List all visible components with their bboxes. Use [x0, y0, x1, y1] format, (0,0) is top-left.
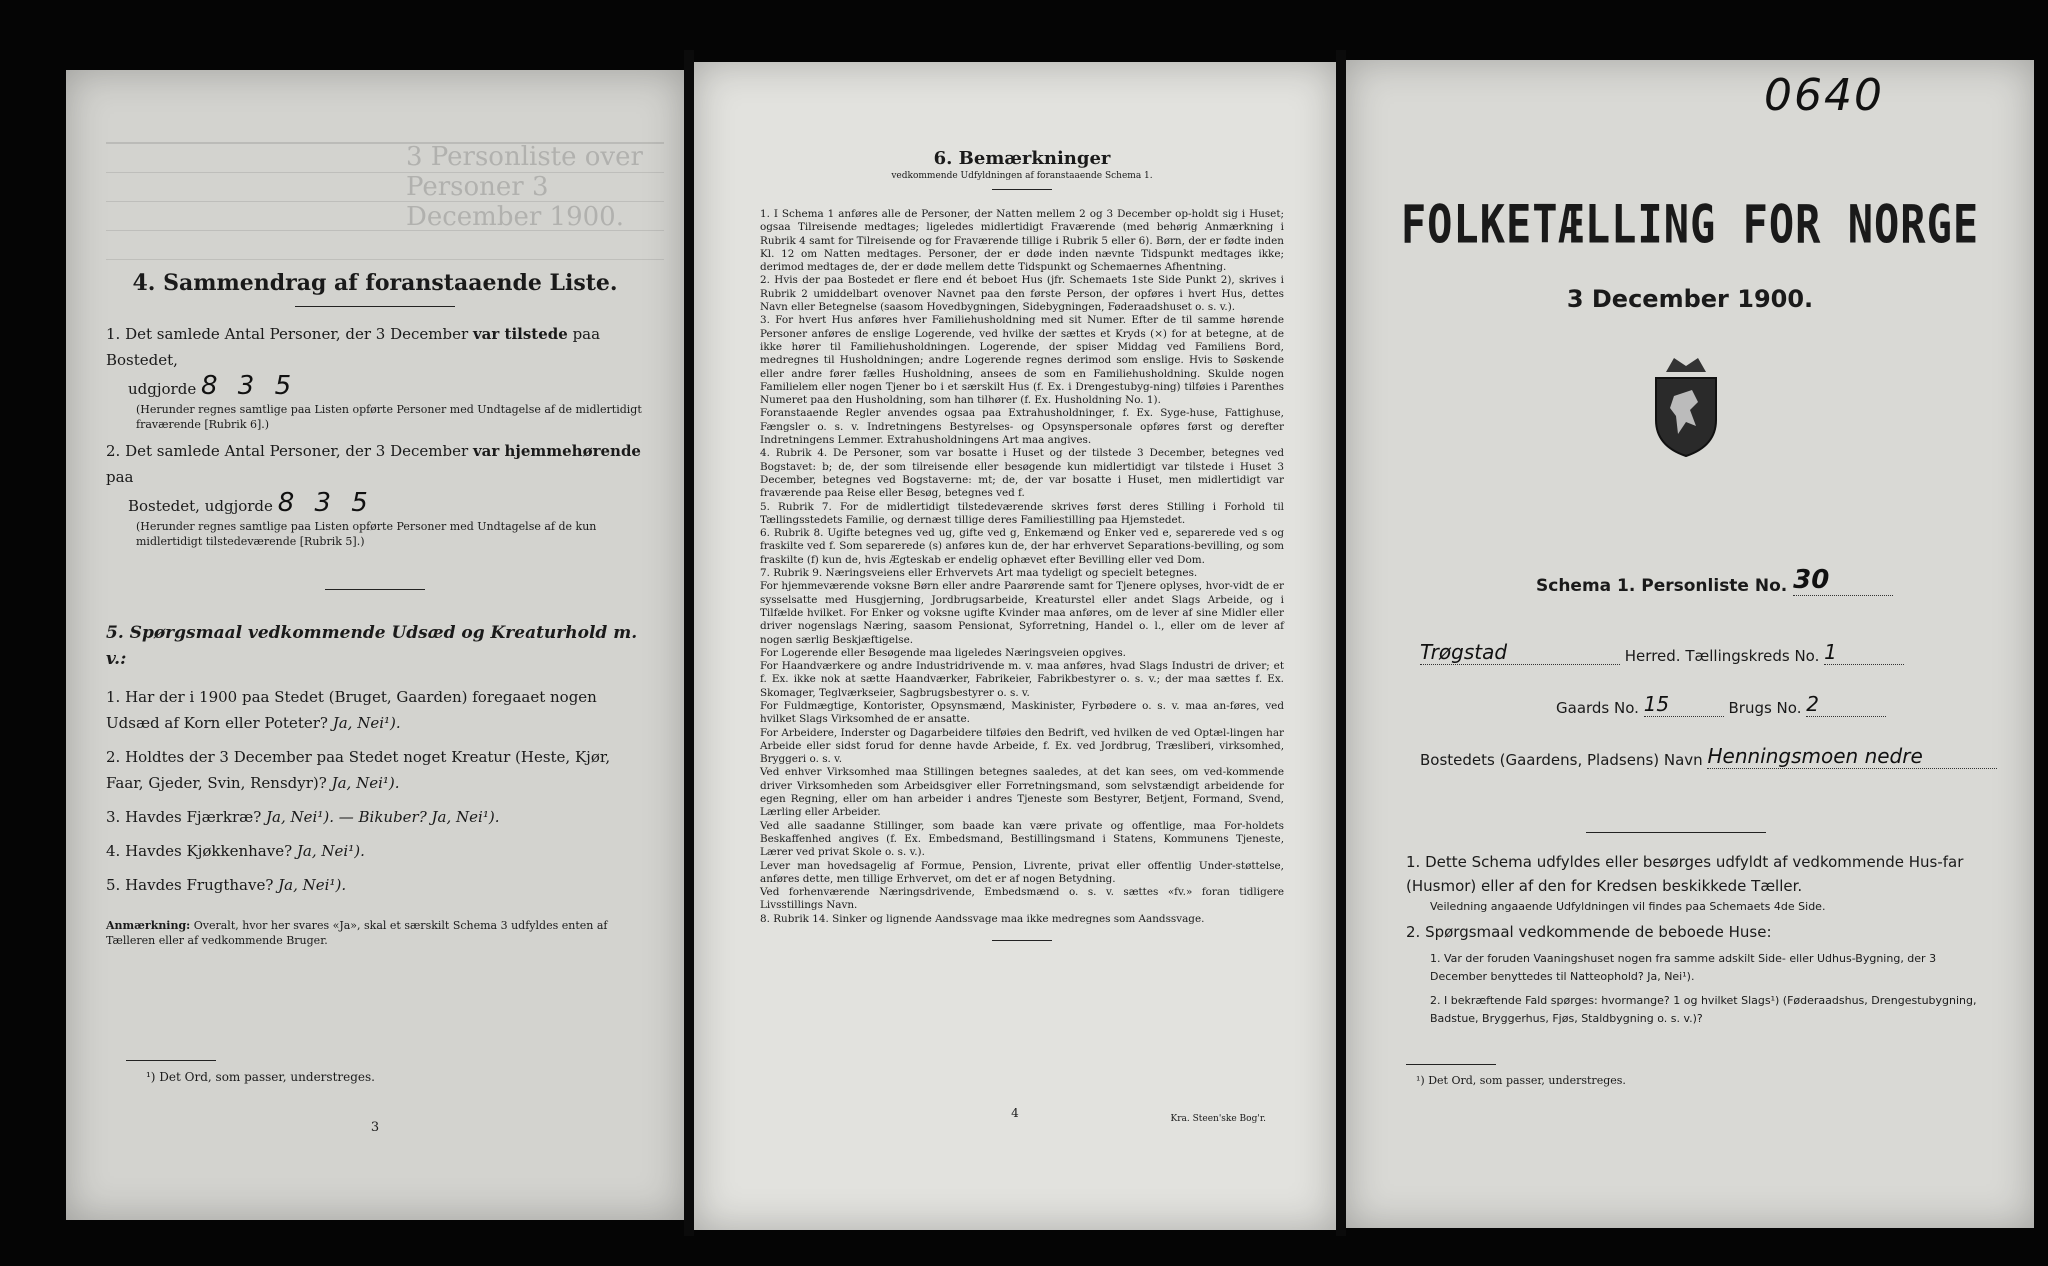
herred-line: Trøgstad Herred. Tællingskreds No. 1 [1420, 640, 1904, 665]
archive-stamp: 0640 [1764, 70, 1884, 121]
item1-text: 1. Det samlede Antal Personer, der 3 December var tilstede paa Bostedet, [106, 325, 601, 369]
remark-paragraph: Lever man hovedsagelig af Formue, Pension, Livrente, privat eller offentlig Under-støttelse, anføres dette, men tillige Erhvervet, om det er af nogen Betydning. [760, 859, 1284, 885]
ornament-rule [1586, 832, 1766, 833]
remark-paragraph: 2. Hvis der paa Bostedet er flere end ét beboet Hus (jfr. Schemaets 1ste Side Punkt 2), skrives i Rubrik 2 umiddelbart ovenover Navnet paa den første Person, der opføres i hvert Hus, dettes Navn eller Betegnelse (saasom Hovedbygningen, Sidebygningen, Føderaadshuset o. s. v.). [760, 274, 1284, 314]
item2-value: 8 3 5 [277, 488, 374, 518]
gaard-line: Gaards No. 15 Brugs No. 2 [1556, 692, 1886, 717]
left-page [66, 70, 684, 1220]
remarks-subtitle: vedkommende Udfyldningen af foranstaaende Schema 1. [891, 171, 1153, 181]
ghost-title: 3 Personliste over Personer 3 December 1900. [406, 142, 643, 232]
instruction-1: 1. Dette Schema udfyldes eller besørges udfyldt af vedkommende Hus-far (Husmor) eller af den for Kredsen beskikkede Tæller. [1406, 853, 1964, 895]
bosted-line: Bostedets (Gaardens, Pladsens) Navn Henningsmoen nedre [1420, 744, 1997, 769]
footnote-rule [126, 1060, 216, 1061]
brugs-value: 2 [1806, 692, 1886, 717]
footnote: ¹) Det Ord, som passer, understreges. [146, 1070, 375, 1084]
section-separator [325, 589, 425, 590]
gaards-value: 15 [1644, 692, 1724, 717]
remark-paragraph: 6. Rubrik 8. Ugifte betegnes ved ug, gifte ved g, Enkemænd og Enker ved e, separerede ved s og fraskilte ved f. Som separerede (s) anføres kun de, der har erhvervet Separations-bevilling, og som fraskilte (f) kun de, hvis Ægteskab er endelig ophævet efter Bevilling eller ved Dom. [760, 527, 1284, 566]
q1: 1. Har der i 1900 paa Stedet (Bruget, Gaarden) foregaaet nogen Udsæd af Korn eller Poteter? Ja, Nei¹). [106, 688, 597, 732]
title-rule [295, 306, 455, 307]
item1-value: 8 3 5 [200, 371, 298, 401]
remark-paragraph: For Arbeidere, Inderster og Dagarbeidere tilføies den Bedrift, ved hvilken de ved Optæl-lingen har Arbeide eller sidst forud for denne havde Arbeide, f. Ex. ved Jordbrug, Træsliberi, virksomhed, Bryggeri o. s. v. [760, 726, 1284, 766]
remark-paragraph: Foranstaaende Regler anvendes ogsaa paa Extrahusholdninger, f. Ex. Syge-huse, Fattighuse, Fængsler o. s. v. Indretningens Bestyrelses- og Opsynspersonale opføres først og derefter Indretningens Lemmer. Extrahusholdningens Art maa angives. [760, 407, 1284, 447]
footnote: ¹) Det Ord, som passer, understreges. [1416, 1074, 1626, 1087]
remarks-body [760, 208, 1284, 926]
schema-number: 30 [1793, 565, 1893, 596]
item1-note: (Herunder regnes samtlige paa Listen opførte Personer med Undtagelse af de midlertidigt fraværende [Rubrik 6].) [136, 403, 642, 431]
remark-paragraph: Ved forhenværende Næringsdrivende, Embedsmænd o. s. v. sættes «fv.» foran tidligere Livsstillings Navn. [760, 886, 1284, 912]
footnote-rule [1406, 1064, 1496, 1065]
remark-paragraph: 4. Rubrik 4. De Personer, som var bosatte i Huset og der tilstede 3 December, betegnes ved Bogstavet: b; de, der som tilreisende eller besøgende kun midlertidigt var tilstede i Huset 3 December, betegnes ved Bogstaverne: mt; de, der var bosatte i Huset, men midlertidigt var fraværende paa Reise eller Besøg, betegnes ved f. [760, 447, 1284, 500]
instruction-1-note: Veiledning angaaende Udfyldningen vil findes paa Schemaets 4de Side. [1430, 900, 1826, 913]
remark-paragraph: Ved enhver Virksomhed maa Stillingen betegnes saaledes, at det kan sees, om ved-kommende driver Virksomheden som Arbeidsgiver eller Forretningsmand, som selvstændigt arbeidende for egen Regning, eller om han arbeider i andres Tjeneste som Bestyrer, Betjent, Formand, Svend, Lærling eller Arbeider. [760, 766, 1284, 819]
printer-mark: Kra. Steen'ske Bog'r. [1170, 1114, 1266, 1124]
item1-line: udgjorde 8 3 5 [128, 371, 298, 401]
remark-paragraph: 3. For hvert Hus anføres hver Familiehusholdning med sit Numer. Efter de til samme hørende Personer anføres de enslige Logerende, ved hvilke der sættes et Kryds (×) for at betegne, at de ikke hører til Familiehusholdningen. Logerende, der spiser Middag ved Familiens Bord, medregnes til Husholdningen; andre Logerende regnes derimod som enslige. Hvis to Søskende eller andre fører fælles Husholdning, ansees de som en Familiehusholdning. Skulde nogen Familielem eller nogen Tjener bo i et særskilt Hus (f. Ex. i Drengestubyg-ning) tilføies i Parenthes Numeret paa den Husholdning, som han tilhører (f. Ex. Husholdning No. 1). [760, 314, 1284, 407]
remark-paragraph: Ved alle saadanne Stillinger, som baade kan være private og offentlige, maa For-holdets Beskaffenhed angives (f. Ex. Embedsmand, Bestillingsmand i Statens, Kommunens Tjeneste, Lærer ved privat Skole o. s. v.). [760, 819, 1284, 859]
q3: 3. Havdes Fjærkræ? Ja, Nei¹). — Bikuber? Ja, Nei¹). [106, 808, 500, 826]
remark-paragraph: 1. I Schema 1 anføres alle de Personer, der Natten mellem 2 og 3 December op-holdt sig i Huset; ogsaa Tilreisende medtages; ligeledes midlertidigt Fraværende (med behørig Anmærkning i Rubrik 4 samt for Tilreisende og for Fraværende tillige i Rubrik 5 eller 6). Børn, der er fødte inden Kl. 12 om Natten medtages. Personer, der er døde inden nævnte Tidspunkt medtages ikke; derimod medtages de, der er døde mellem dette Tidspunkt og Schemaernes Afhentning. [760, 208, 1284, 274]
remark-paragraph: For Fuldmægtige, Kontorister, Opsynsmænd, Maskinister, Fyrbødere o. s. v. maa an-føres, ved hvilket Slags Virksomhed de er ansatte. [760, 699, 1284, 726]
census-title: FOLKETÆLLING FOR NORGE [1400, 193, 1980, 256]
page-number: 4 [1011, 1106, 1019, 1120]
q5: 5. Havdes Frugthave? Ja, Nei¹). [106, 876, 347, 894]
section4-title: 4. Sammendrag af foranstaaende Liste. [132, 270, 618, 296]
remark-paragraph: For Haandværkere og andre Industridrivende m. v. maa anføres, hvad Slags Industri de driver; et f. Ex. ikke nok at sætte Haandværker, Fabrikeier, Fabrikbestyrer o. s. v.; der maa sættes f. Ex. Skomager, Teglværkseier, Sagbrugsbestyrer o. s. v. [760, 660, 1284, 699]
instruction-2-1: 1. Var der foruden Vaaningshuset nogen fra samme adskilt Side- eller Udhus-Bygning, der 3 December benyttedes til Natteophold? Ja, Nei¹). [1430, 952, 1937, 983]
remark-paragraph: 8. Rubrik 14. Sinker og lignende Aandssvage maa ikke medregnes som Aandssvage. [760, 912, 1205, 925]
remark-paragraph: 5. Rubrik 7. For de midlertidigt tilstedeværende skrives først deres Stilling i Forhold til Tællingsstedets Familie, og dernæst tillige deres Familiestilling paa Hjemstedet. [760, 500, 1284, 526]
q4: 4. Havdes Kjøkkenhave? Ja, Nei¹). [106, 842, 365, 860]
coat-of-arms-icon [1646, 350, 1726, 460]
middle-page [694, 62, 1336, 1230]
right-page [1346, 60, 2034, 1228]
item2-text: 2. Det samlede Antal Personer, der 3 December var hjemmehørende paa [106, 442, 641, 486]
section5-title: 5. Spørgsmaal vedkommende Udsæd og Kreaturhold m. v.: [106, 623, 638, 669]
census-date: 3 December 1900. [1566, 285, 1814, 313]
binding-gap [684, 50, 694, 1236]
instructions [1406, 850, 1994, 1028]
bosted-value: Henningsmoen nedre [1707, 744, 1997, 769]
remark-paragraph: 7. Rubrik 9. Næringsveiens eller Erhvervets Art maa tydeligt og specielt betegnes. [760, 567, 1198, 580]
remark-paragraph: For Logerende eller Besøgende maa ligeledes Næringsveien opgives. [760, 646, 1126, 659]
herred-value: Trøgstad [1420, 640, 1620, 665]
schema-line: Schema 1. Personliste No. 30 [1536, 565, 1893, 596]
binding-gap [1336, 50, 1346, 1236]
item2-note: (Herunder regnes samtlige paa Listen opførte Personer med Undtagelse af de kun midlertidigt tilstedeværende [Rubrik 5].) [136, 520, 597, 548]
remark-paragraph: For hjemmeværende voksne Børn eller andre Paarørende samt for Tjenere oplyses, hvor-vidt de er sysselsatte med Husgjerning, Jordbrugsarbeide, Kreaturstel eller andet Slags Arbeide, og i Tilfælde hvilket. For Enker og voksne ugifte Kvinder maa anføres, om de lever af sine Midler eller driver nogenslags Næring, saasom Pensionat, Syforretning, Handel o. l., eller om de lever af nogen særlig Beskjæftigelse. [760, 580, 1284, 646]
kreds-value: 1 [1824, 640, 1904, 665]
page-number: 3 [370, 1120, 380, 1135]
remarks-title: 6. Bemærkninger [933, 148, 1111, 169]
instruction-2: 2. Spørgsmaal vedkommende de beboede Huse: [1406, 923, 1772, 941]
item2-line: Bostedet, udgjorde 8 3 5 [128, 488, 374, 518]
annotation: Anmærkning: Overalt, hvor her svares «Ja», skal et særskilt Schema 3 udfyldes enten af Tælleren eller af vedkommende Bruger. [106, 919, 608, 947]
instruction-2-2: 2. I bekræftende Fald spørges: hvormange? 1 og hvilket Slags¹) (Føderaadshus, Drengestubygning, Badstue, Bryggerhus, Fjøs, Staldbygning o. s. v.)? [1430, 994, 1977, 1025]
q2: 2. Holdtes der 3 December paa Stedet noget Kreatur (Heste, Kjør, Faar, Gjeder, Svin, Rensdyr)? Ja, Nei¹). [106, 748, 611, 792]
